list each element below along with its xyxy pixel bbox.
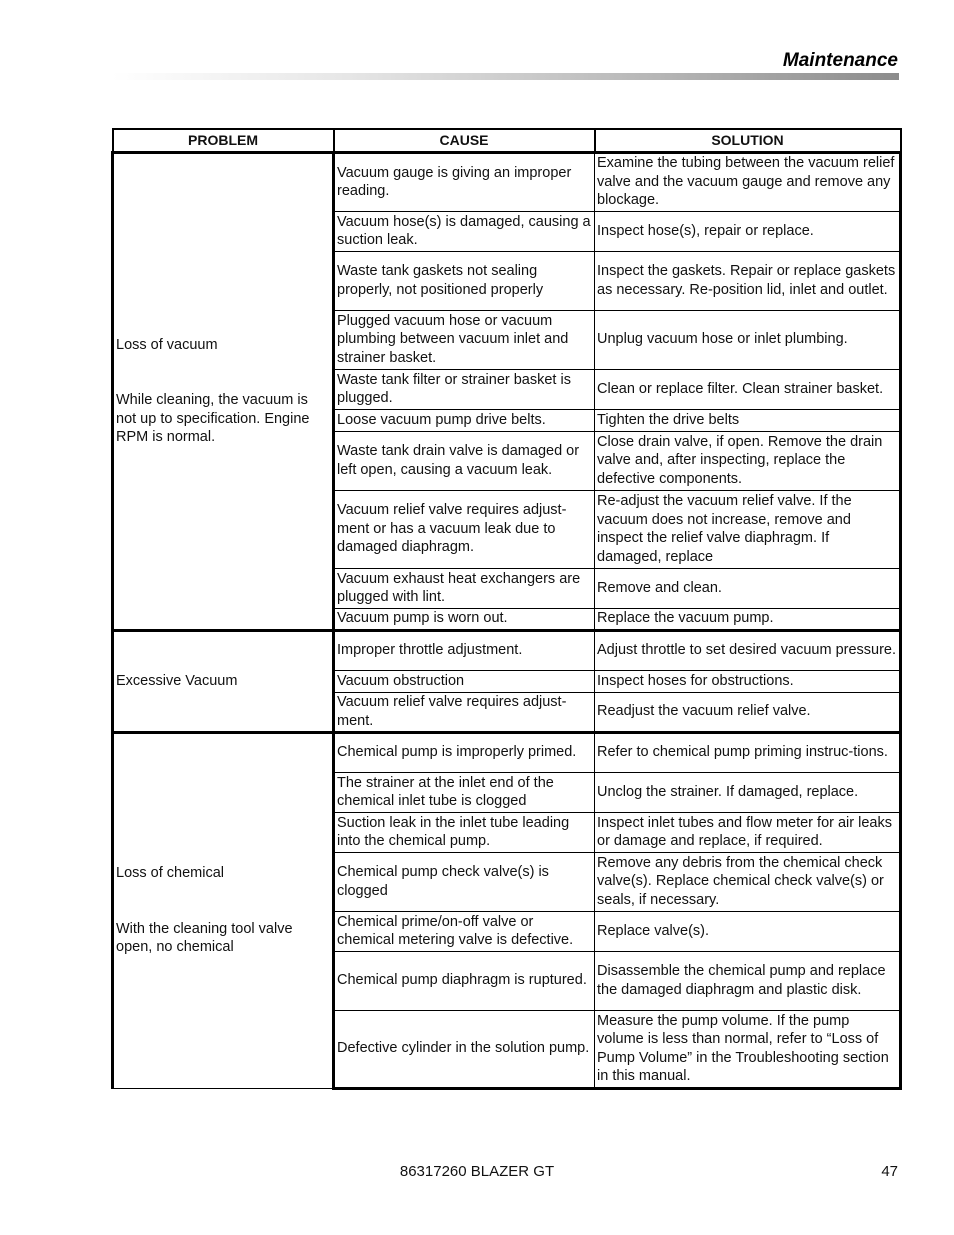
cause-cell: Vacuum relief valve requires adjust-ment. [334,692,595,732]
cause-cell: Plugged vacuum hose or vacuum plumbing between vacuum inlet and strainer basket. [334,310,595,369]
problem-title: Excessive Vacuum [116,672,238,689]
problem-title: Loss of chemical [116,865,224,882]
cause-cell: Vacuum pump is worn out. [334,608,595,630]
footer-document-id: 86317260 BLAZER GT [399,1163,555,1180]
solution-cell: Close drain valve, if open. Remove the drain valve and, after inspecting, replace the defective components. [595,431,901,490]
solution-cell: Adjust throttle to set desired vacuum pressure. [595,630,901,670]
table-body [113,152,901,1088]
problem-description: While cleaning, the vacuum is not up to specification. Engine RPM is normal. [116,392,310,445]
solution-cell: Inspect hoses for obstructions. [595,670,901,692]
cause-cell: Chemical pump check valve(s) is clogged [334,852,595,911]
solution-cell: Readjust the vacuum relief valve. [595,692,901,732]
solution-cell: Unplug vacuum hose or inlet plumbing. [595,310,901,369]
solution-cell: Replace the vacuum pump. [595,608,901,630]
cause-cell: Improper throttle adjustment. [334,630,595,670]
cause-cell: Defective cylinder in the solution pump. [334,1010,595,1088]
footer-page-number: 47 [881,1163,898,1180]
column-header-problem: PROBLEM [113,129,334,152]
cause-cell: The strainer at the inlet end of the chemical inlet tube is clogged [334,772,595,812]
cause-cell: Vacuum gauge is giving an improper reading. [334,152,595,211]
solution-cell: Inspect inlet tubes and flow meter for air leaks or damage and replace, if required. [595,812,901,852]
troubleshooting-table [111,128,902,1090]
solution-cell: Examine the tubing between the vacuum relief valve and the vacuum gauge and remove any blockage. [595,152,901,211]
cause-cell: Waste tank filter or strainer basket is plugged. [334,369,595,409]
column-header-solution: SOLUTION [595,129,901,152]
solution-cell: Remove any debris from the chemical check valve(s). Replace chemical check valve(s) or seals, if necessary. [595,852,901,911]
solution-cell: Clean or replace filter. Clean strainer basket. [595,369,901,409]
solution-cell: Tighten the drive belts [595,409,901,431]
table-row [113,732,901,772]
solution-cell: Inspect the gaskets. Repair or replace gaskets as necessary. Re-position lid, inlet and outlet. [595,251,901,310]
problem-cell [113,732,334,1088]
cause-cell: Suction leak in the inlet tube leading into the chemical pump. [334,812,595,852]
solution-cell: Remove and clean. [595,568,901,608]
problem-title: Loss of vacuum [116,336,218,353]
cause-cell: Loose vacuum pump drive belts. [334,409,595,431]
problem-cell [113,152,334,630]
solution-cell: Unclog the strainer. If damaged, replace. [595,772,901,812]
table-row [113,152,901,211]
problem-description: With the cleaning tool valve open, no chemical [116,920,293,956]
table-header-row [113,129,901,152]
solution-cell: Refer to chemical pump priming instruc-tions. [595,732,901,772]
cause-cell: Chemical pump is improperly primed. [334,732,595,772]
solution-cell: Replace valve(s). [595,911,901,951]
table-row [113,630,901,670]
cause-cell: Vacuum obstruction [334,670,595,692]
cause-cell: Chemical pump diaphragm is ruptured. [334,951,595,1010]
solution-cell: Disassemble the chemical pump and replace the damaged diaphragm and plastic disk. [595,951,901,1010]
problem-cell [113,630,334,732]
cause-cell: Vacuum exhaust heat exchangers are plugged with lint. [334,568,595,608]
header-rule [112,73,899,80]
cause-cell: Chemical prime/on-off valve or chemical metering valve is defective. [334,911,595,951]
cause-cell: Vacuum relief valve requires adjust-ment or has a vacuum leak due to damaged diaphragm. [334,490,595,568]
solution-cell: Measure the pump volume. If the pump volume is less than normal, refer to “Loss of Pump Volume” in the Troubleshooting section in this manual. [595,1010,901,1088]
column-header-cause: CAUSE [334,129,595,152]
solution-cell: Inspect hose(s), repair or replace. [595,211,901,251]
cause-cell: Vacuum hose(s) is damaged, causing a suction leak. [334,211,595,251]
cause-cell: Waste tank drain valve is damaged or left open, causing a vacuum leak. [334,431,595,490]
section-title: Maintenance [782,50,898,71]
cause-cell: Waste tank gaskets not sealing properly, not positioned properly [334,251,595,310]
solution-cell: Re-adjust the vacuum relief valve. If the vacuum does not increase, remove and inspect the relief valve diaphragm. If damaged, replace [595,490,901,568]
